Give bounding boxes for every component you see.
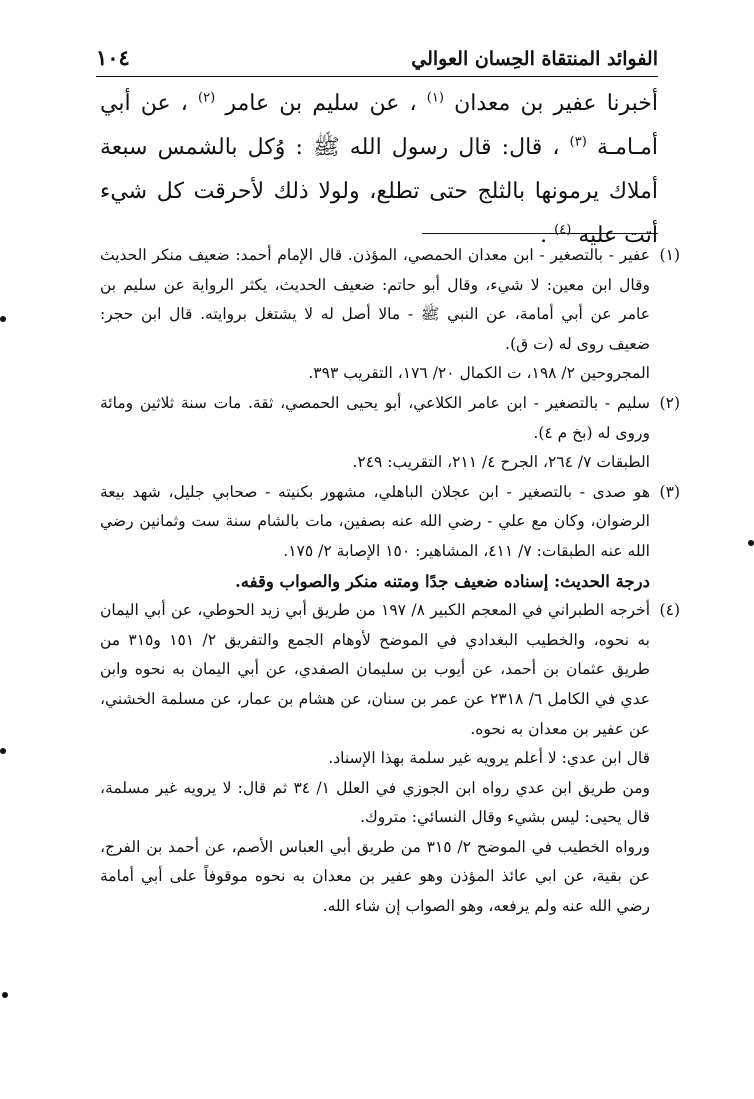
footnote-paragraph: ورواه الخطيب في الموضح ٢/ ٣١٥ من طريق أبي العباس الأصم، عن أحمد بن الفرج، عن بقية، عن ابي عائذ المؤذن وهو عفير بن معدان به نحوه موقوفاً على أبي أمامة رضي الله عنه ولم يرفعه، وهو الصواب إن شاء الله. — [100, 837, 650, 916]
margin-mark — [748, 540, 754, 546]
footnote-2 — [100, 389, 680, 478]
footnote-paragraph: أخرجه الطبراني في المعجم الكبير ٨/ ١٩٧ من طريق أبي زيد الحوطي، عن أبي اليمان به نحوه، والخطيب البغدادي في الموضح لأوهام الجمع والتفريق ٢/ ١٥١ و٣١٥ من طريق عثمان بن أحمد، عن أيوب بن سليمان الصفدي، عن أبي اليمان به نحوه وابن عدي في الكامل ٦/ ٢٣١٨ عن عمر بن سنان، عن هشام بن عمار، عن مسلمة الخشني، عن عفير بن معدان به نحوه. — [100, 601, 650, 738]
footnote-number: (١) — [659, 246, 680, 264]
footnotes — [100, 241, 680, 922]
margin-mark — [2, 992, 8, 998]
footnote-ref-4[interactable]: (٤) — [554, 222, 572, 238]
footnote-ref-3[interactable]: (٣) — [569, 134, 587, 150]
page-header — [96, 30, 658, 77]
footnote-number: (٢) — [659, 393, 680, 412]
hadith-grade: درجة الحديث: إسناده ضعيف جدًا ومتنه منكر والصواب وقفه. — [235, 571, 650, 591]
footnote-4 — [100, 596, 680, 922]
footnote-separator — [422, 233, 658, 234]
page-number: ١٠٤ — [96, 45, 130, 70]
footnote-3 — [100, 478, 680, 567]
footnote-ref-1[interactable]: (١) — [426, 90, 444, 106]
footnote-1 — [100, 241, 680, 389]
hadith-matn: ، قال: قال رسول الله ﷺ : وُكل بالشمس سبعة أملاك يرمونها بالثلج حتى تطلع، ولولا ذلك لأحرقت كل شيء أتت عليه — [100, 135, 658, 248]
footnote-number: (٤) — [659, 601, 680, 620]
margin-mark — [0, 748, 6, 754]
footnote-text: هو صدى - بالتصغير - ابن عجلان الباهلي، مشهور بكنيته - صحابي جليل، شهد بيعة الرضوان، وكان مع علي - رضي الله عنه بصفين، مات بالشام سنة ست وثمانين رضي الله عنه الطبقات: ٧/ ٤١١، المشاهير: ١٥٠ الإصابة ٢/ ١٧٥. — [100, 482, 650, 560]
footnote-references: المجروحين ٢/ ١٩٨، ت الكمال ٢٠/ ١٧٦، التقريب ٣٩٣. — [308, 364, 650, 383]
footnote-text: عفير - بالتصغير - ابن معدان الحمصي، المؤذن. قال الإمام أحمد: ضعيف منكر الحديث وقال ابن معين: لا شيء، وقال أبو حاتم: ضعيف الحديث، يكثر الرواية عن سليم بن عامر عن أبي أمامة، عن النبي ﷺ - مالا أصل له لا يشتغل بروايته. قال ابن حجر: ضعيف روى له (ت ق). — [100, 246, 650, 353]
footnote-ref-2[interactable]: (٢) — [198, 90, 216, 106]
margin-mark — [0, 316, 6, 322]
hadith-end: . — [540, 223, 548, 248]
footnote-paragraph: ومن طريق ابن عدي رواه ابن الجوزي في العلل ١/ ٣٤ ثم قال: لا يرويه غير مسلمة، قال يحيى: ليس بشيء وقال النسائي: متروك. — [100, 778, 650, 827]
running-title: الفوائد المنتقاة الحِسان العوالي — [411, 48, 658, 70]
footnote-paragraph: قال ابن عدي: لا أعلم يرويه غير سلمة بهذا الإسناد. — [328, 749, 650, 768]
hadith-chain-1: أخبرنا عفير بن معدان — [454, 91, 659, 116]
footnote-number: (٣) — [659, 482, 680, 501]
footnote-references: الطبقات ٧/ ٢٦٤، الجرح ٤/ ٢١١، التقريب: ٢٤٩. — [352, 453, 650, 472]
hadith-chain-3: ، عن أبي أمـامـة — [100, 91, 659, 160]
hadith-chain-2: ، عن سليم بن عامر — [225, 91, 417, 116]
footnote-text: سليم - بالتصغير - ابن عامر الكلاعي، أبو يحيى الحمصي، ثقة. مات سنة ثلاثين ومائة وروى له (بخ م ٤). — [100, 393, 650, 442]
hadith-text — [100, 82, 658, 258]
